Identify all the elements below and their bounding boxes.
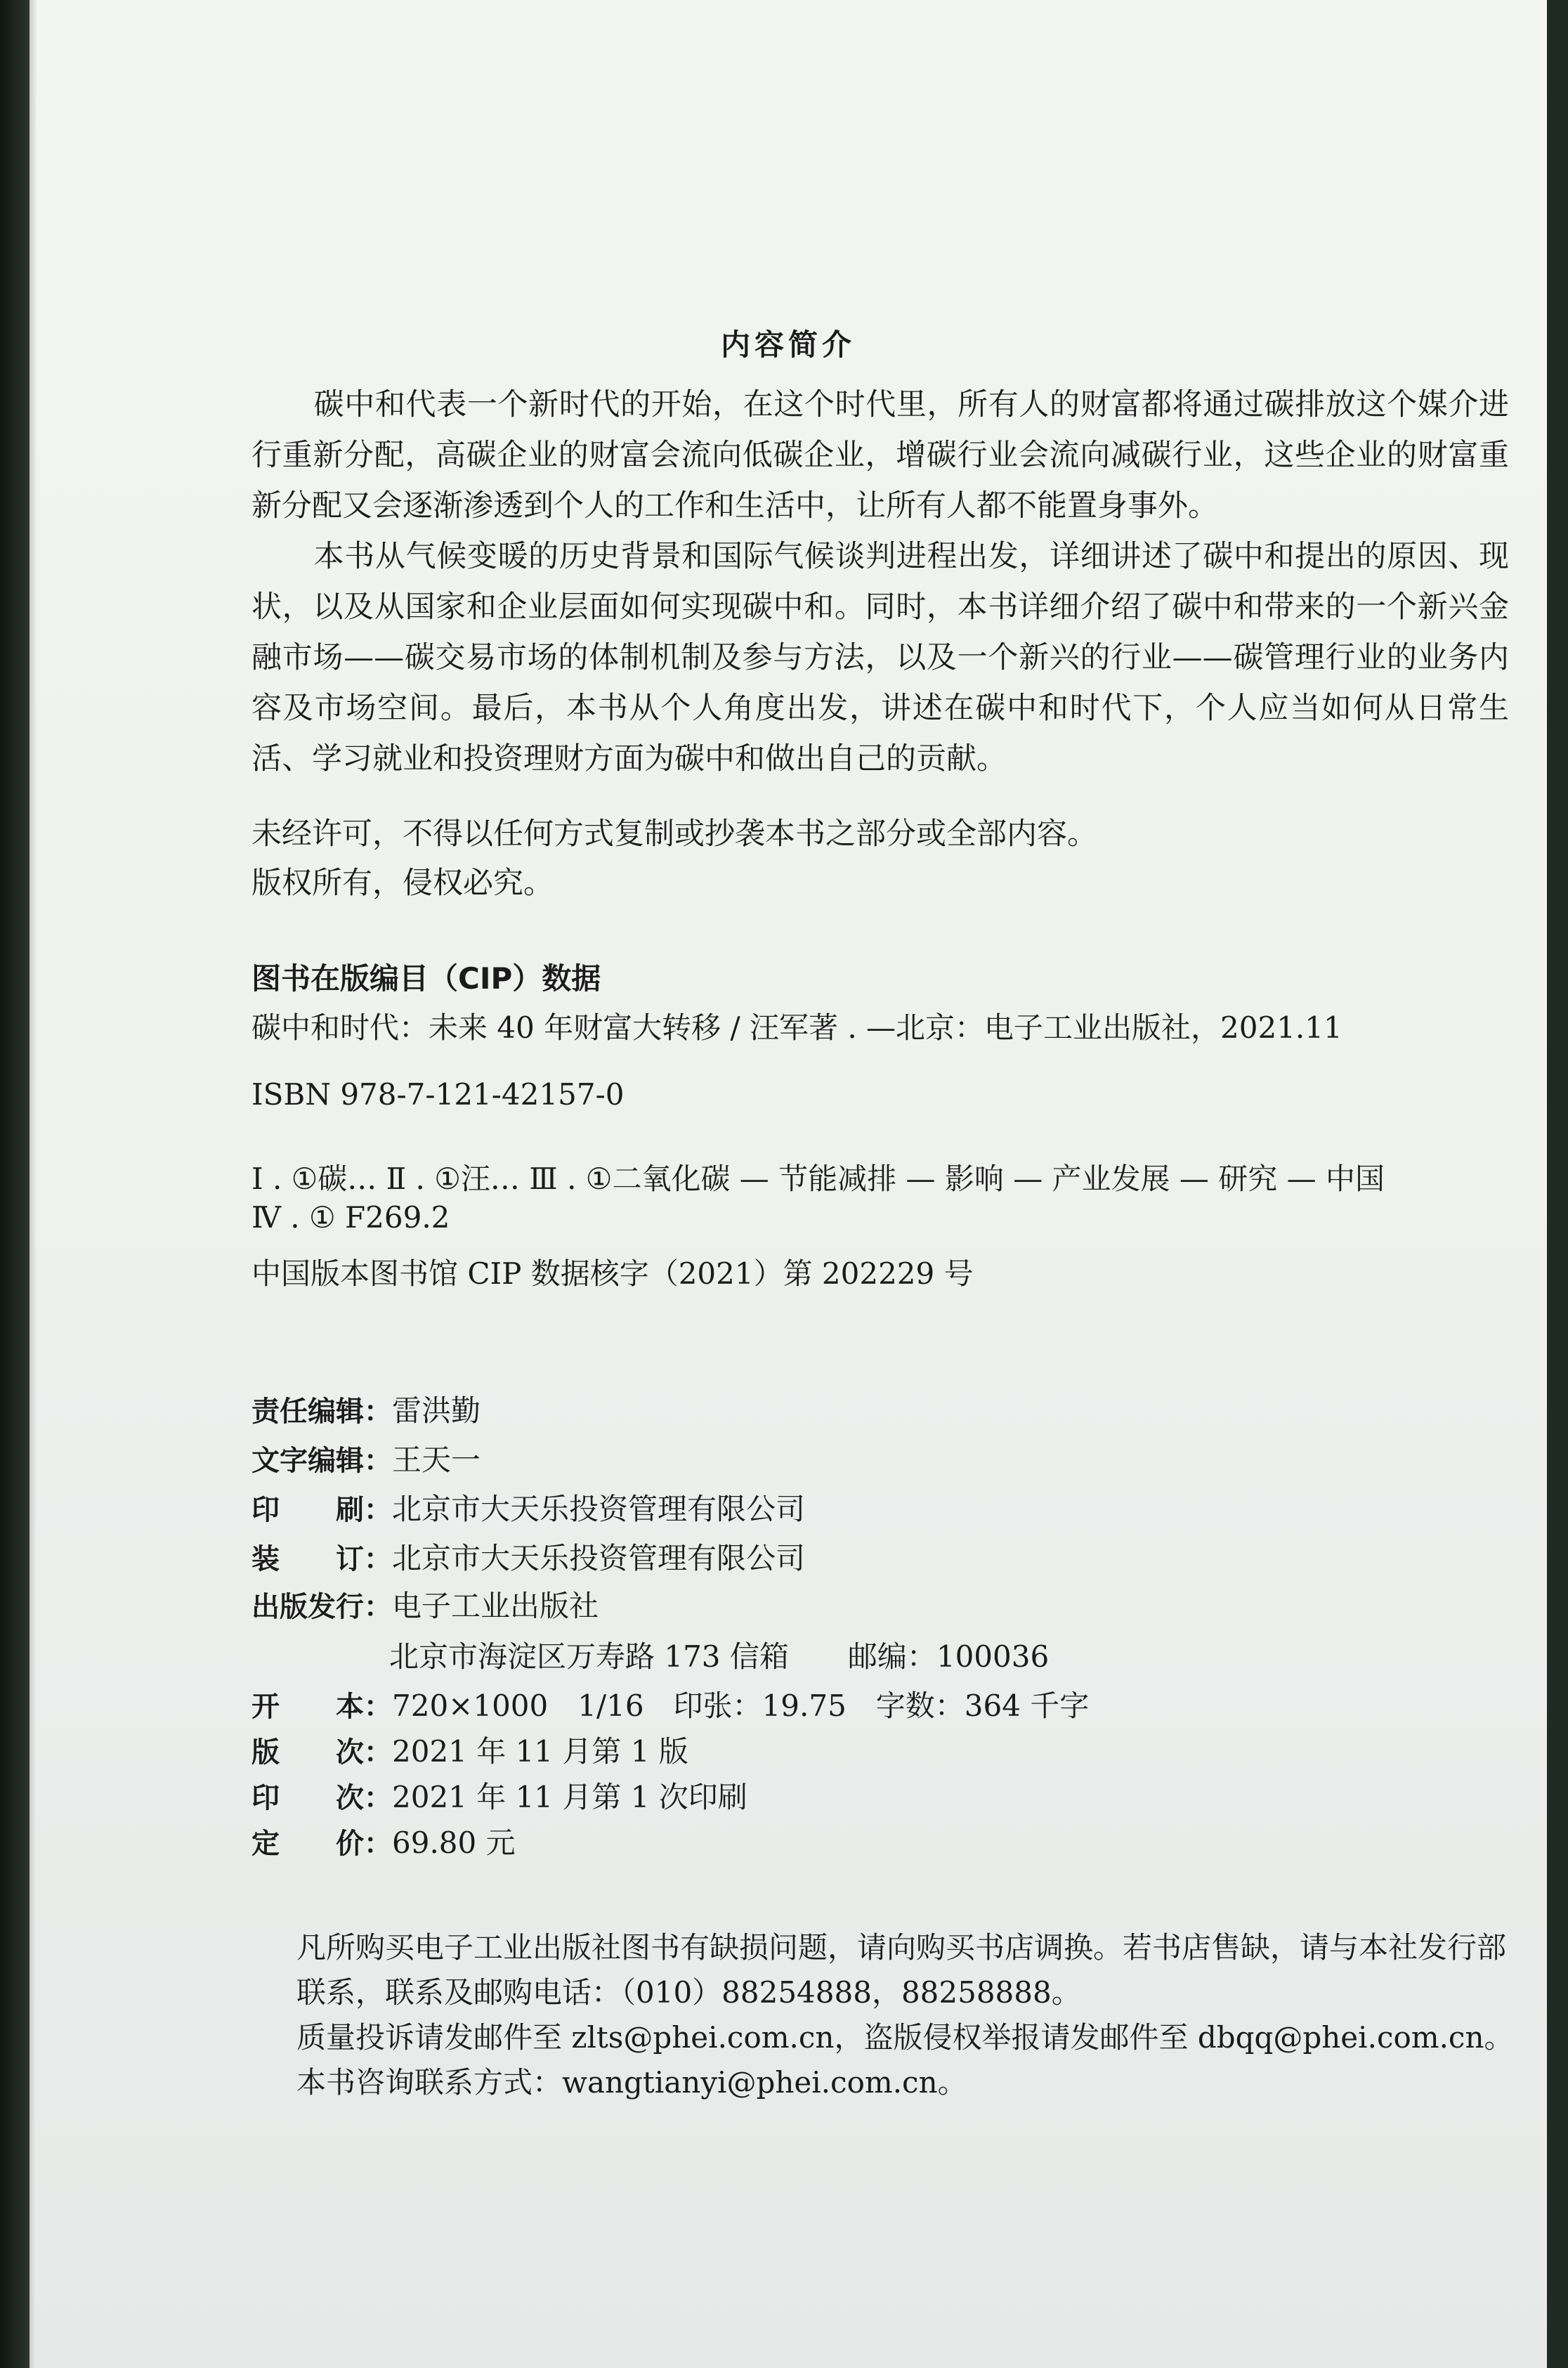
summary-paragraph-1-text: 碳中和代表一个新时代的开始，在这个时代里，所有人的财富都将通过碳排放这个媒介进行重新分配，高碳企业的财富会流向低碳企业，增碳行业会流向减碳行业，这些企业的财富重新分配又会逐渐渗透到个人的工作和生活中，让所有人都不能置身事外。 [251,387,1509,523]
credit-label: 印 刷： [251,1494,392,1526]
summary-heading: 内容简介 [720,327,856,362]
credit-value: 2021 年 11 月第 1 次印刷 [392,1780,747,1814]
credit-row [251,1583,599,1625]
credit-value: 北京市大天乐投资管理有限公司 [392,1541,806,1575]
summary-paragraph-2-text: 本书从气候变暖的历史背景和国际气候谈判进程出发，详细讲述了碳中和提出的原因、现状，以及从国家和企业层面如何实现碳中和。同时，本书详细介绍了碳中和带来的一个新兴金融市场——碳交易市场的体制机制及参与方法，以及一个新兴的行业——碳管理行业的业务内容及市场空间。最后，本书从个人角度出发，讲述在碳中和时代下，个人应当如何从日常生活、学习就业和投资理财方面为碳中和做出自己的贡献。 [251,539,1509,776]
credit-label: 文字编辑： [251,1445,392,1477]
credit-label: 定 价： [251,1828,392,1860]
cip-classification-2: Ⅳ . ① F269.2 [251,1200,450,1235]
credit-label: 装 订： [251,1543,392,1575]
cip-classification-1: Ⅰ . ①碳… Ⅱ . ①汪… Ⅲ . ①二氧化碳 — 节能减排 — 影响 — 产业发展 — 研究 — 中国 [251,1162,1385,1196]
cip-approval: 中国版本图书馆 CIP 数据核字（2021）第 202229 号 [251,1256,974,1291]
credit-label: 开 本： [251,1691,392,1723]
credit-value: 北京市大天乐投资管理有限公司 [392,1492,806,1526]
copyright-line-1: 未经许可，不得以任何方式复制或抄袭本书之部分或全部内容。 [251,817,1097,852]
credit-row [251,1820,516,1862]
book-spine-shadow [0,0,30,2368]
credit-row [251,1683,1089,1725]
credit-value: 电子工业出版社 [392,1589,599,1623]
notice-line-3: 本书咨询联系方式：wangtianyi@phei.com.cn。 [296,2065,967,2100]
purchase-notice [296,1925,1519,2105]
credit-row [251,1486,805,1528]
credit-label: 版 次： [251,1736,392,1769]
credit-label: 责任编辑： [251,1396,392,1428]
credit-value: 720×1000 1/16 印张：19.75 字数：364 千字 [392,1689,1090,1723]
summary-paragraph-2 [251,531,1509,784]
copyright-line-2: 版权所有，侵权必究。 [251,866,554,901]
credit-value: 北京市海淀区万寿路 173 信箱 邮编：100036 [389,1639,1050,1674]
notice-line-2: 质量投诉请发邮件至 zlts@phei.com.cn，盗版侵权举报请发邮件至 dbqq@phei.com.cn。 [296,2020,1514,2055]
cip-title: 图书在版编目（CIP）数据 [251,961,601,996]
credit-label: 出版发行： [251,1591,392,1623]
credit-row [251,1774,747,1816]
credit-value: 2021 年 11 月第 1 版 [392,1734,688,1769]
credit-row [251,1729,688,1771]
cip-record: 碳中和时代：未来 40 年财富大转移 / 汪军著 . —北京：电子工业出版社，2021.11 [251,1010,1342,1045]
copyright-notice [251,809,1097,908]
summary-paragraph-1 [251,379,1509,531]
cip-isbn: ISBN 978-7-121-42157-0 [251,1077,625,1112]
credit-row [251,1388,481,1430]
credit-row [251,1437,481,1479]
credit-row [251,1535,805,1577]
credit-value: 王天一 [392,1443,481,1477]
credit-value: 雷洪勤 [392,1393,481,1428]
credit-row [389,1634,1049,1676]
page-gutter-shadow [30,0,37,2368]
credit-label: 印 次： [251,1782,392,1814]
notice-line-1: 凡所购买电子工业出版社图书有缺损问题，请向购买书店调换。若书店售缺，请与本社发行部联系，联系及邮购电话：（010）88254888，88258888。 [296,1930,1507,2010]
copyright-page [30,0,1547,2368]
credit-value: 69.80 元 [392,1826,516,1860]
